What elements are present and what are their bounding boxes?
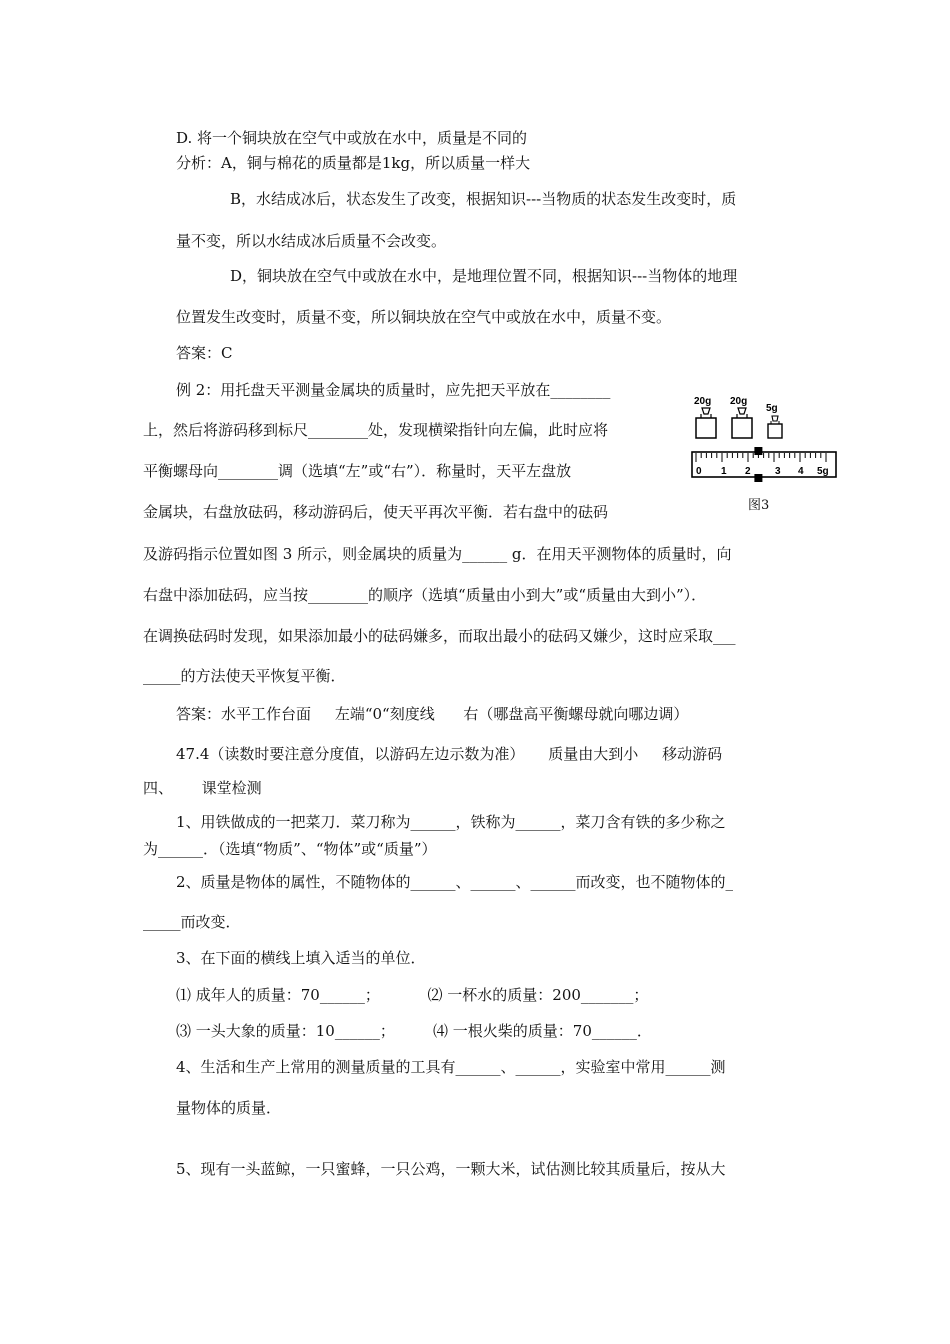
weight-20g-a-body	[696, 418, 716, 438]
weight-5g-body	[768, 424, 782, 438]
rider-bottom	[754, 474, 762, 482]
text-line: 5、现有一头蓝鲸，一只蜜蜂，一只公鸡，一颗大米，试估测比较其质量后，按从大	[176, 1160, 726, 1178]
figure-caption: 图3	[748, 498, 770, 513]
text-line: D. 将一个铜块放在空气中或放在水中，质量是不同的	[176, 129, 528, 147]
weight-20g-b	[738, 408, 746, 414]
text-line: _____而改变．	[143, 913, 241, 931]
weight-label: 20g	[730, 396, 748, 407]
weight-label: 20g	[694, 396, 712, 407]
scale-label: 1	[721, 466, 727, 477]
weight-label: 5g	[766, 403, 778, 414]
text-line: _____的方法使天平恢复平衡．	[143, 667, 346, 685]
scale-label: 3	[775, 466, 781, 477]
text-line: 分析：A，铜与棉花的质量都是1kg，所以质量一样大	[176, 154, 531, 172]
text-line: 4、生活和生产上常用的测量质量的工具有______、______，实验室中常用______测	[176, 1058, 726, 1076]
text-line: 在调换砝码时发现，如果添加最小的砝码嫌多，而取出最小的砝码又嫌少，这时应采取___	[143, 627, 736, 645]
text-line: 为______．（选填“物质”、“物体”或“质量”）	[143, 840, 437, 858]
scale-label: 4	[798, 466, 804, 477]
text-line: 2、质量是物体的属性，不随物体的______、______、______而改变，也不随物体的_	[176, 873, 734, 891]
rider-top	[754, 447, 762, 455]
text-line: B，水结成冰后，状态发生了改变，根据知识---当物质的状态发生改变时，质	[230, 190, 737, 208]
scale-label: 2	[745, 466, 751, 477]
text-line: ⑴ 成年人的质量：70______； ⑵ 一杯水的质量：200_______；	[176, 986, 649, 1004]
text-line: 答案：水平工作台面 左端“0“刻度线 右（哪盘高平衡螺母就向哪边调）	[176, 705, 689, 723]
text-line: 量不变，所以水结成冰后质量不会改变。	[176, 232, 447, 250]
scale-label: 5g	[817, 466, 829, 477]
text-line: 位置发生改变时，质量不变，所以铜块放在空气中或放在水中，质量不变。	[176, 308, 672, 326]
weight-20g-a	[702, 408, 710, 414]
text-line: 1、用铁做成的一把菜刀．菜刀称为______，铁称为______，菜刀含有铁的多少称之	[176, 813, 726, 831]
section-heading: 四、 课堂检测	[143, 779, 262, 797]
text-line: 及游码指示位置如图 3 所示，则金属块的质量为______ g．在用天平测物体的质量时，向	[143, 545, 732, 563]
weight-5g	[772, 416, 778, 421]
text-line: 右盘中添加砝码，应当按________的顺序（选填“质量由小到大”或“质量由大到小”）．	[143, 586, 707, 604]
text-line: 47.4（读数时要注意分度值，以游码左边示数为准） 质量由大到小 移动游码	[176, 745, 723, 763]
text-line: 金属块，右盘放砝码，移动游码后，使天平再次平衡．若右盘中的砝码	[143, 503, 609, 521]
text-line: D，铜块放在空气中或放在水中，是地理位置不同，根据知识---当物体的地理	[230, 267, 738, 285]
text-line: 例 2：用托盘天平测量金属块的质量时，应先把天平放在________	[176, 381, 611, 399]
weight-20g-b-body	[732, 418, 752, 438]
text-line: 上，然后将游码移到标尺________处，发现横梁指针向左偏，此时应将	[143, 421, 609, 439]
text-line: 平衡螺母向________调（选填“左”或“右”）．称量时，天平左盘放	[143, 462, 572, 480]
text-line: 量物体的质量．	[176, 1099, 282, 1117]
text-line: ⑶ 一头大象的质量：10______； ⑷ 一根火柴的质量：70______．	[176, 1022, 652, 1040]
scale-label: 0	[696, 466, 702, 477]
text-line: 答案：C	[176, 344, 233, 362]
text-line: 3、在下面的横线上填入适当的单位．	[176, 949, 426, 967]
